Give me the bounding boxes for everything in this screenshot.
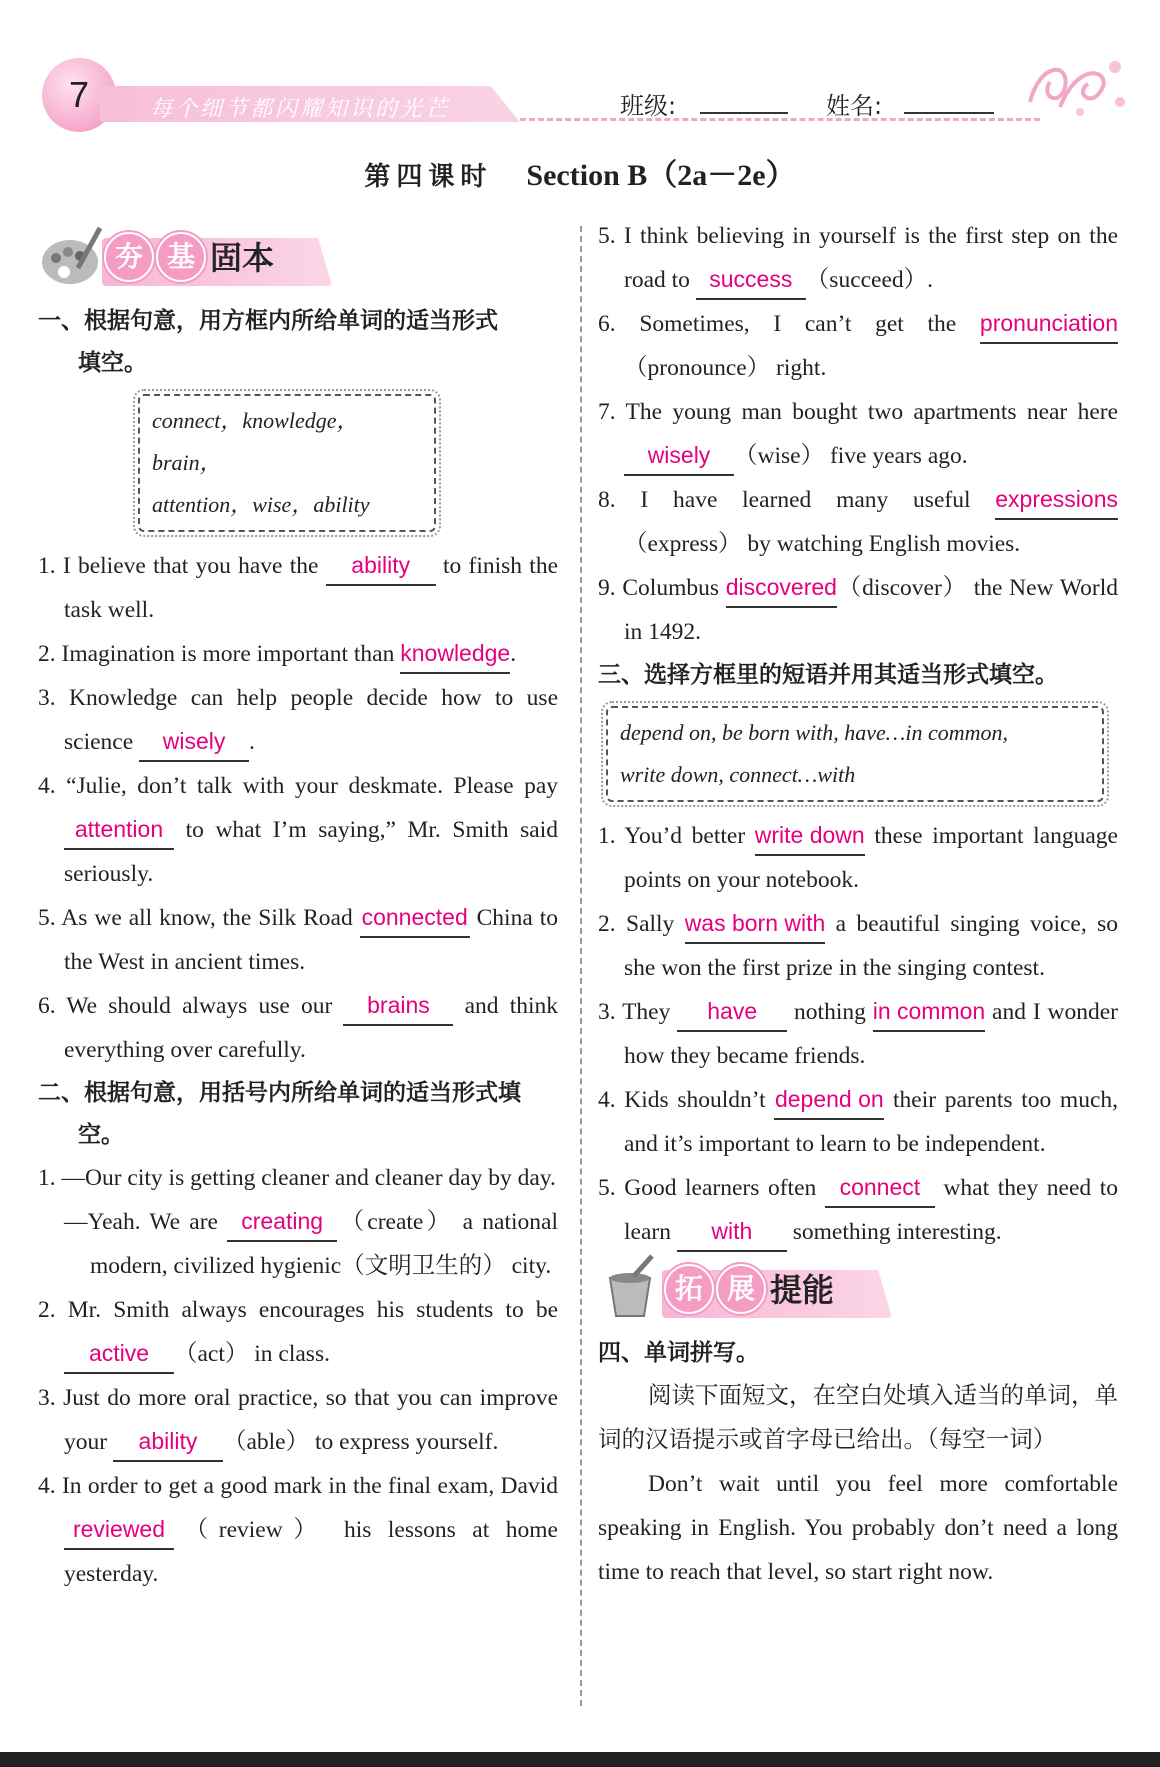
part3-item-2: 2. Sally was born with a beautiful singing voice, so she won the first prize in the singing contest. (598, 902, 1118, 990)
part4-instruction: 阅读下面短文，在空白处填入适当的单词，单词的汉语提示或首字母已给出。（每空一词） (598, 1383, 1118, 1453)
word-box-line-2: attention，wise，ability (152, 492, 370, 517)
part2-item-7: 7. The young man bought two apartments near here wisely （wise） five years ago. (598, 390, 1118, 478)
class-label: 班级: (620, 92, 677, 120)
name-label: 姓名: (826, 92, 883, 120)
answer-blank[interactable]: in common (873, 993, 985, 1032)
banner-text: 提能 (770, 1271, 835, 1309)
part1-item-3: 3. Knowledge can help people decide how to use science wisely . (38, 676, 558, 764)
part1-heading-cont: 填空。 (78, 350, 147, 376)
phrase-box-line-2: write down, connect…with (620, 762, 856, 787)
part1-item-2: 2. Imagination is more important than knowledge. (38, 632, 558, 676)
banner-char-1: 拓 (664, 1264, 714, 1314)
part3-phrase-box (606, 706, 1104, 802)
part2-item-1-question: 1. —Our city is getting cleaner and cleaner day by day. (38, 1165, 556, 1191)
answer-blank[interactable]: connect (825, 1169, 935, 1208)
part3-item-5: 5. Good learners often connect what they need to learn with something interesting. (598, 1166, 1118, 1254)
answer-blank[interactable]: wisely (139, 723, 249, 762)
part2-item-8: 8. I have learned many useful expressions（express） by watching English movies. (598, 478, 1118, 566)
answer-blank[interactable]: brains (343, 987, 453, 1026)
answer-blank[interactable]: discovered (726, 569, 837, 608)
answer-blank[interactable]: active (64, 1335, 174, 1374)
part2-item-9: 9. Columbus discovered（discover） the New World in 1492. (598, 566, 1118, 654)
part1-heading (38, 300, 558, 384)
part4-heading: 四、单词拼写。 (598, 1340, 759, 1366)
part2-item-3: 3. Just do more oral practice, so that you can improve your ability （able） to express yourself. (38, 1376, 558, 1464)
part1-item-1: 1. I believe that you have the ability to finish the task well. (38, 544, 558, 632)
part2-item-5: 5. I think believing in yourself is the first step on the road to success （succeed）. (598, 214, 1118, 302)
column-divider (580, 226, 582, 1706)
answer-blank[interactable]: reviewed (64, 1511, 174, 1550)
answer-blank[interactable]: attention (64, 811, 174, 850)
part2-item-2: 2. Mr. Smith always encourages his students to be active （act） in class. (38, 1288, 558, 1376)
answer-blank[interactable]: was born with (685, 905, 826, 944)
footer-bar (0, 1752, 1160, 1767)
class-field[interactable] (700, 112, 788, 114)
lesson-title-en: Section B（2a－2e） (526, 159, 796, 192)
answer-blank[interactable]: have (677, 993, 787, 1032)
answer-blank[interactable]: expressions (995, 481, 1118, 520)
answer-blank[interactable]: write down (755, 817, 865, 856)
part3-item-4: 4. Kids shouldn’t depend on their parents too much, and it’s important to learn to be independent. (598, 1078, 1118, 1166)
banner-char-1: 夯 (104, 232, 154, 282)
lesson-title (0, 150, 1160, 194)
part4-passage: Don’t wait until you feel more comfortable speaking in English. You probably don’t need a long time to reach that level, so start right now. (598, 1471, 1118, 1585)
name-field[interactable] (904, 112, 994, 114)
paint-bucket-icon (600, 1254, 664, 1320)
left-column (38, 222, 558, 1596)
lesson-title-cn: 第四课时 (364, 162, 493, 192)
part3-item-3: 3. They have nothing in common and I wonder how they became friends. (598, 990, 1118, 1078)
answer-blank[interactable]: ability (113, 1423, 223, 1462)
palette-icon (40, 222, 104, 288)
section-banner-extend (598, 1254, 1118, 1324)
part1-item-5: 5. As we all know, the Silk Road connected China to the West in ancient times. (38, 896, 558, 984)
page-number: 7 (42, 58, 116, 132)
part3-heading: 三、选择方框里的短语并用其适当形式填空。 (598, 662, 1058, 688)
part1-word-box (138, 394, 436, 532)
banner-char-2: 展 (716, 1264, 766, 1314)
answer-blank[interactable]: pronunciation (980, 305, 1118, 344)
right-column (598, 214, 1118, 1594)
answer-blank[interactable]: connected (360, 899, 470, 938)
part3-item-1: 1. You’d better write down these important language points on your notebook. (598, 814, 1118, 902)
part2-item-4: 4. In order to get a good mark in the final exam, David reviewed （review） his lessons at home yesterday. (38, 1473, 558, 1587)
answer-blank[interactable]: creating (227, 1203, 337, 1242)
answer-blank[interactable]: with (677, 1213, 787, 1252)
header-dash-line (520, 118, 1040, 121)
banner-char-2: 基 (156, 232, 206, 282)
answer-blank[interactable]: knowledge (400, 635, 510, 674)
part1-item-4: 4. “Julie, don’t talk with your deskmate. Please pay attention to what I’m saying,” Mr. Smith said seriously. (38, 773, 558, 887)
word-box-line-1: connect，knowledge，brain， (152, 408, 359, 475)
part2-item-6: 6. Sometimes, I can’t get the pronunciation（pronounce） right. (598, 302, 1118, 390)
answer-blank[interactable]: wisely (624, 437, 734, 476)
part2-heading-cont: 空。 (78, 1122, 124, 1148)
answer-blank[interactable]: success (696, 261, 806, 300)
part2-heading-text: 二、根据句意，用括号内所给单词的适当形式填 (38, 1080, 521, 1106)
banner-text: 固本 (210, 239, 275, 277)
part1-heading-text: 一、根据句意，用方框内所给单词的适当形式 (38, 308, 498, 334)
part2-heading (38, 1072, 558, 1156)
section-banner-basics (38, 222, 558, 292)
slogan: 每个细节都闪耀知识的光芒 (150, 97, 451, 122)
answer-blank[interactable]: ability (326, 547, 436, 586)
page-header (0, 0, 1160, 140)
answer-blank[interactable]: depend on (774, 1081, 884, 1120)
part1-item-6: 6. We should always use our brains and think everything over carefully. (38, 984, 558, 1072)
phrase-box-line-1: depend on, be born with, have…in common, (620, 720, 1008, 745)
part2-item-1-answer: —Yeah. We are creating （create） a national modern, civilized hygienic（文明卫生的） city. (38, 1200, 558, 1288)
flower-ornament-icon (1020, 52, 1130, 122)
